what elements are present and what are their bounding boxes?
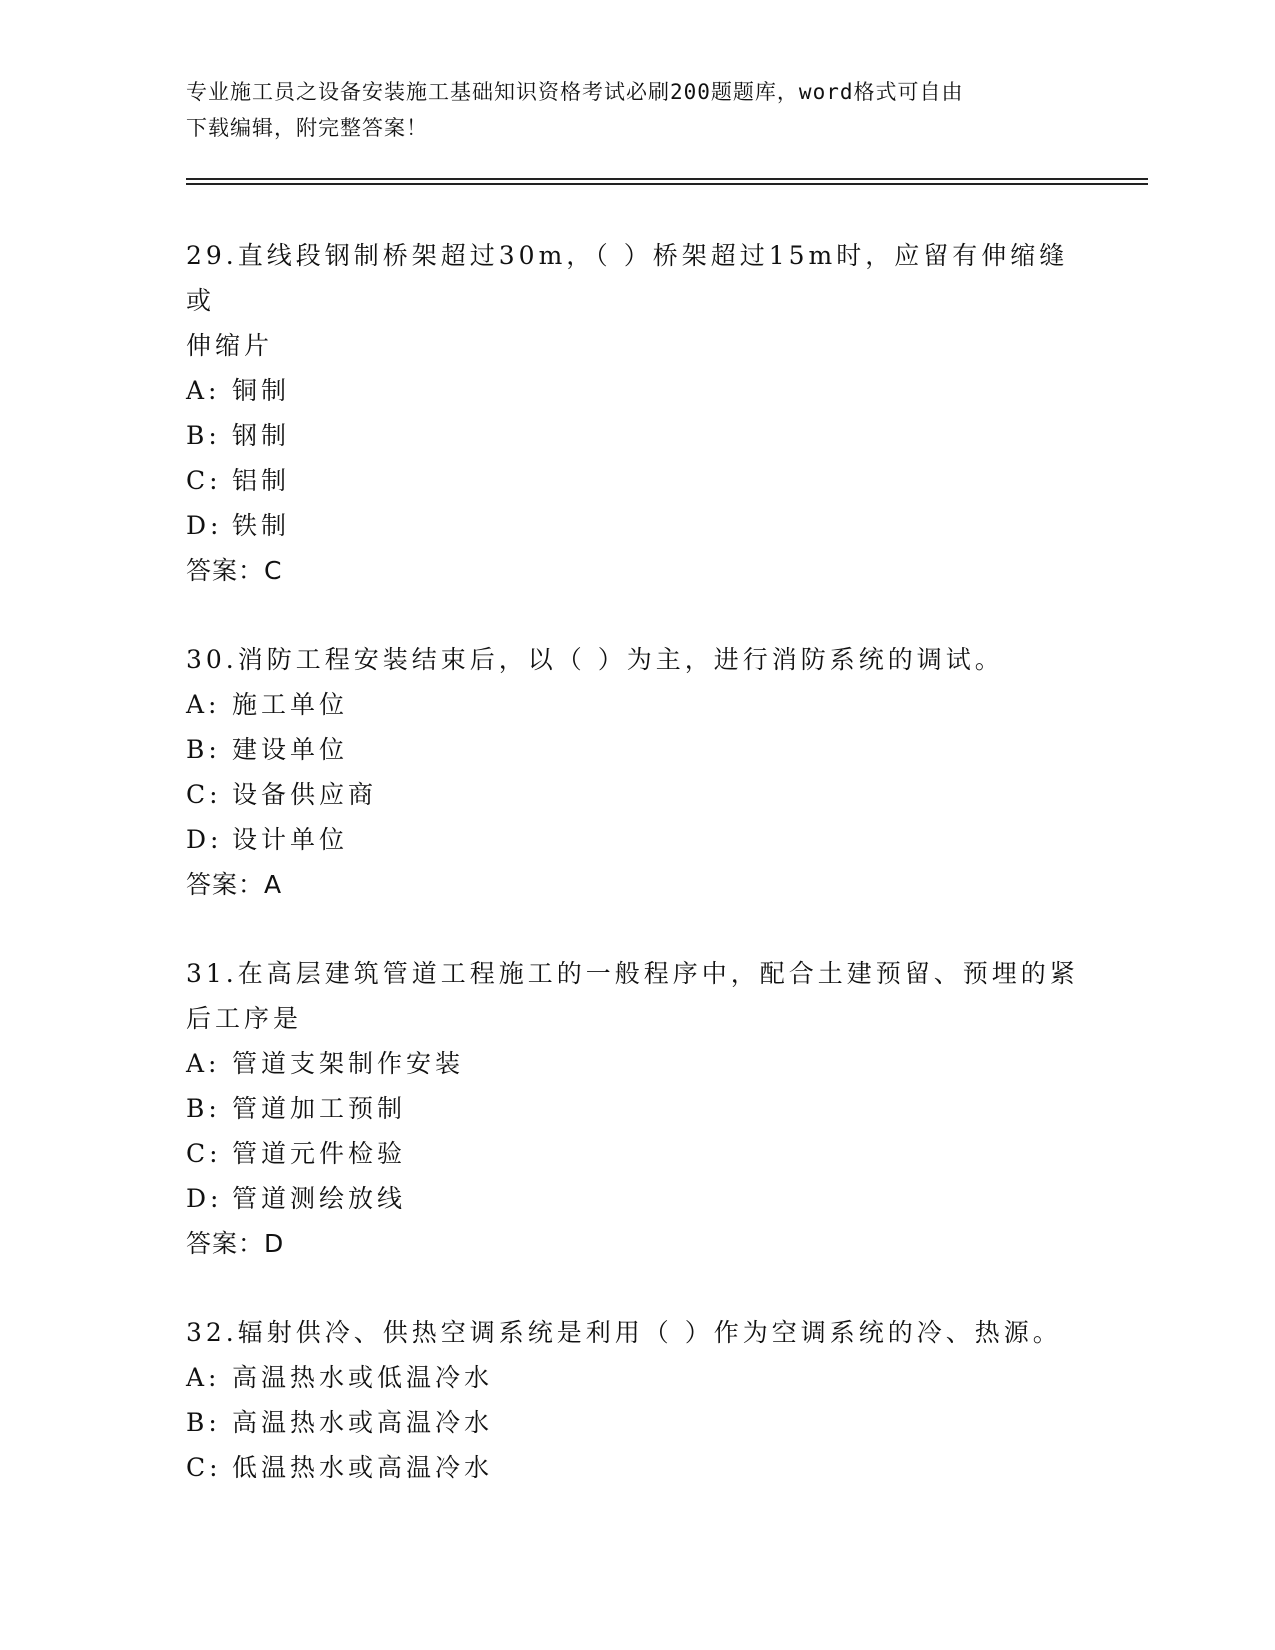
option-b	[186, 1086, 1086, 1131]
question-line: 29.直线段钢制桥架超过30m，（ ）桥架超过15m时，应留有伸缩缝或	[186, 241, 1069, 315]
answer-value: A	[264, 870, 282, 899]
option-letter: A:	[186, 1363, 221, 1392]
question-30	[186, 637, 1086, 907]
answer	[186, 1221, 1086, 1266]
option-c	[186, 458, 1086, 503]
answer-label: 答案：	[186, 870, 265, 899]
answer-value: C	[264, 556, 282, 585]
option-letter: D:	[186, 1184, 223, 1213]
option-a	[186, 1041, 1086, 1086]
option-letter: D:	[186, 825, 223, 854]
option-text: 铜制	[232, 376, 291, 405]
question-31	[186, 951, 1086, 1266]
option-d	[186, 1176, 1086, 1221]
option-text: 设备供应商	[232, 780, 378, 809]
option-text: 建设单位	[232, 735, 349, 764]
question-line: 31.在高层建筑管道工程施工的一般程序中，配合土建预留、预埋的紧	[186, 959, 1079, 988]
option-text: 管道加工预制	[232, 1094, 407, 1123]
option-b	[186, 1400, 1086, 1445]
option-b	[186, 413, 1086, 458]
option-letter: C:	[186, 780, 222, 809]
option-d	[186, 817, 1086, 862]
option-text: 高温热水或高温冷水	[232, 1408, 494, 1437]
question-list	[186, 233, 1086, 1534]
option-text: 铝制	[232, 466, 291, 495]
option-text: 管道元件检验	[232, 1139, 407, 1168]
option-a	[186, 682, 1086, 727]
answer-value: D	[264, 1229, 284, 1258]
option-b	[186, 727, 1086, 772]
option-text: 管道支架制作安装	[232, 1049, 465, 1078]
option-letter: C:	[186, 1139, 222, 1168]
option-letter: B:	[186, 1408, 221, 1437]
option-letter: A:	[186, 376, 221, 405]
option-letter: B:	[186, 421, 221, 450]
header-line: 下载编辑，附完整答案！	[186, 116, 428, 140]
answer-label: 答案：	[186, 556, 265, 585]
option-letter: D:	[186, 511, 223, 540]
option-letter: B:	[186, 735, 221, 764]
answer-label: 答案：	[186, 1229, 265, 1258]
option-c	[186, 772, 1086, 817]
option-c	[186, 1445, 1086, 1490]
question-line: 伸缩片	[186, 331, 274, 360]
option-a	[186, 368, 1086, 413]
answer	[186, 862, 1086, 907]
question-line: 30.消防工程安装结束后，以（ ）为主，进行消防系统的调试。	[186, 645, 1004, 674]
option-text: 铁制	[232, 511, 291, 540]
option-letter: A:	[186, 690, 221, 719]
option-letter: B:	[186, 1094, 221, 1123]
option-text: 低温热水或高温冷水	[232, 1453, 494, 1482]
option-letter: C:	[186, 466, 222, 495]
question-line: 32.辐射供冷、供热空调系统是利用（ ）作为空调系统的冷、热源。	[186, 1318, 1062, 1347]
option-a	[186, 1355, 1086, 1400]
option-text: 管道测绘放线	[232, 1184, 407, 1213]
option-letter: C:	[186, 1453, 222, 1482]
option-d	[186, 503, 1086, 548]
document-header	[186, 74, 1066, 146]
option-text: 设计单位	[232, 825, 349, 854]
question-32	[186, 1310, 1086, 1490]
header-line: 专业施工员之设备安装施工基础知识资格考试必刷200题题库，word格式可自由	[186, 80, 964, 104]
header-divider	[186, 183, 1148, 185]
option-letter: A:	[186, 1049, 221, 1078]
question-line: 后工序是	[186, 1004, 303, 1033]
header-divider	[186, 178, 1148, 180]
option-text: 高温热水或低温冷水	[232, 1363, 494, 1392]
question-29	[186, 233, 1086, 593]
option-c	[186, 1131, 1086, 1176]
answer	[186, 548, 1086, 593]
option-text: 钢制	[232, 421, 291, 450]
option-text: 施工单位	[232, 690, 349, 719]
